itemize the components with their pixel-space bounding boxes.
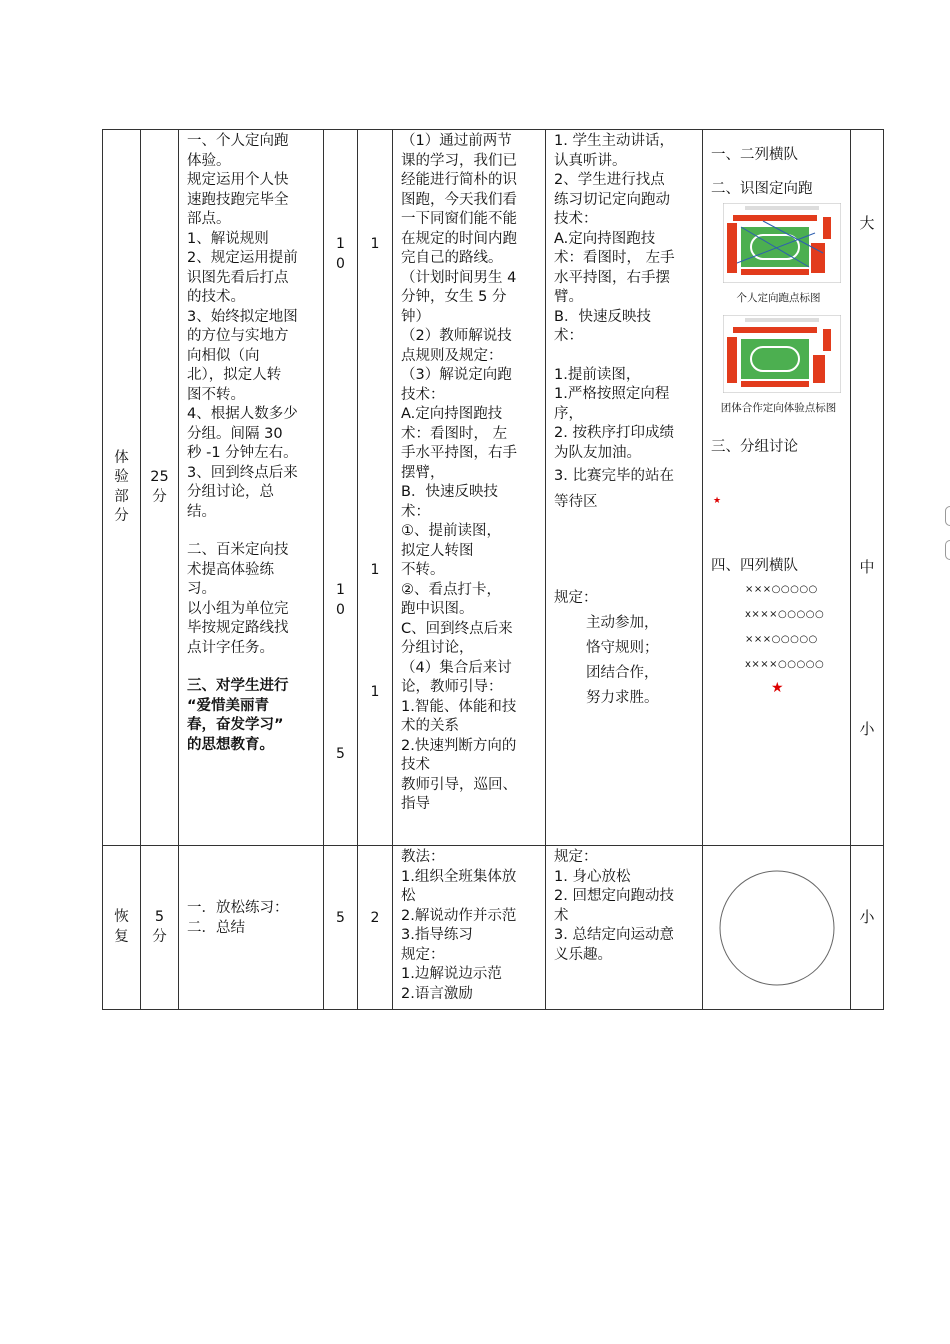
text-line: 部点。 xyxy=(187,211,231,227)
lesson-plan-table xyxy=(102,129,884,1010)
text-line: 不转。 xyxy=(401,562,445,578)
text-line: 速跑技跑完毕全 xyxy=(187,191,289,208)
team-orienteering-map-image xyxy=(723,315,841,393)
text-line: 0 xyxy=(336,602,345,618)
page-edge-mark xyxy=(945,506,950,526)
text-line: 分 xyxy=(152,928,167,945)
text-line: 认真听讲。 xyxy=(554,152,627,169)
text-line: 二．总结 xyxy=(187,919,245,936)
text-line: 1 xyxy=(336,236,345,252)
text-line: 技术 xyxy=(401,757,430,773)
text-line: A.定向持图跑技 xyxy=(401,406,503,422)
text-line: C、回到终点后来 xyxy=(401,620,513,637)
organization-diagram-experience xyxy=(703,130,851,846)
text-line: 指导 xyxy=(401,796,430,812)
text-line: 1 xyxy=(370,684,380,700)
text-line: 5 xyxy=(336,910,345,926)
text-line: 小 xyxy=(859,720,875,738)
text-line: A.定向持图跑技 xyxy=(554,230,656,247)
text-line: 2 xyxy=(370,910,380,926)
text-line: （1）通过前两节 xyxy=(401,133,512,149)
text-line: （4）集合后来讨 xyxy=(401,659,512,676)
text-line: 结。 xyxy=(187,503,216,520)
text-line: 1.严格按照定向程 xyxy=(554,386,670,402)
formation-row: ×××○○○○○ xyxy=(745,633,818,645)
text-line: 复 xyxy=(114,928,129,945)
text-line: “爱惜美丽青 xyxy=(187,697,270,714)
text-line: 的方位与实地方 xyxy=(187,328,289,344)
content-recovery xyxy=(179,846,324,1010)
section-experience xyxy=(103,130,141,846)
text-line: 2.解说动作并示范 xyxy=(401,907,517,924)
text-line: 规定运用个人快 xyxy=(187,172,289,188)
text-line: 毕按规定路线找 xyxy=(187,620,289,636)
text-line: 水平持图，右手摆 xyxy=(554,269,670,286)
text-line: 臂。 xyxy=(554,289,583,305)
teacher-star-icon: ★ xyxy=(771,679,784,696)
text-line: 恢 xyxy=(114,909,129,925)
organization-diagram-recovery xyxy=(703,846,851,1010)
text-line: 经能进行简朴的识 xyxy=(401,172,517,188)
text-line: 1 xyxy=(336,582,345,598)
intensity-recovery xyxy=(851,846,884,1010)
text-line: 1、解说规则 xyxy=(187,230,269,247)
text-line: 一．放松练习： xyxy=(187,900,289,916)
text-line: 术：看图时， 左手 xyxy=(554,250,675,266)
group-column-recovery xyxy=(358,846,393,1010)
text-line: 体验。 xyxy=(187,152,231,169)
row-recovery xyxy=(103,846,884,1010)
text-line: 1.边解说边示范 xyxy=(401,966,502,982)
time-recovery xyxy=(141,846,179,1010)
text-line: 分 xyxy=(114,508,129,524)
text-line: 分 xyxy=(152,488,167,505)
teacher-activity-experience xyxy=(393,130,546,846)
text-line: 术： xyxy=(401,503,430,520)
text-line: （3）解说定向跑 xyxy=(401,367,512,383)
row-experience xyxy=(103,130,884,846)
text-line: 秒 -1 分钟左右。 xyxy=(187,445,298,461)
time-experience xyxy=(141,130,179,846)
text-line: 钟） xyxy=(401,308,430,325)
text-line: 练习切记定向跑动 xyxy=(554,191,670,208)
text-line: 分组讨论，总 xyxy=(187,484,274,500)
text-line: 技术： xyxy=(401,386,445,403)
text-line: 规定： xyxy=(554,849,598,865)
text-line: 春，奋发学习” xyxy=(187,717,284,733)
text-line: 2.语言激励 xyxy=(401,985,473,1002)
text-line: 2.快速判断方向的 xyxy=(401,737,517,754)
text-line: 一、个人定向跑 xyxy=(187,133,289,149)
student-activity-experience xyxy=(546,130,703,846)
formation-two-rows-heading: 一、二列横队 xyxy=(711,147,798,163)
text-line: 课的学习，我们已 xyxy=(401,152,517,169)
text-line: 3.指导练习 xyxy=(401,927,473,943)
text-line: 努力求胜。 xyxy=(586,690,659,706)
text-line: 5 xyxy=(336,746,345,762)
text-line: 术提高体验练 xyxy=(187,561,274,578)
individual-map-caption: 个人定向跑点标图 xyxy=(736,292,821,304)
text-line: 教师引导，巡回、 xyxy=(401,776,517,793)
text-line: 论，教师引导： xyxy=(401,679,503,695)
text-line: 义乐趣。 xyxy=(554,946,612,963)
text-line: 中 xyxy=(859,558,875,576)
text-line: 5 xyxy=(154,909,165,925)
group-discussion-heading: 三、分组讨论 xyxy=(711,439,798,455)
text-line: 1.组织全班集体放 xyxy=(401,868,517,885)
text-line: 规定： xyxy=(554,590,598,606)
text-line: 图跑，今天我们看 xyxy=(401,191,517,208)
intensity-experience xyxy=(851,130,884,846)
text-line: 手水平持图，右手 xyxy=(401,445,517,461)
text-line: 2. 按秩序打印成绩 xyxy=(554,425,674,441)
text-line: 1 xyxy=(370,236,380,252)
text-line: 大 xyxy=(859,214,875,232)
text-line: 的思想教育。 xyxy=(187,736,274,753)
text-line: 拟定人转图 xyxy=(401,542,474,559)
text-line: 术：看图时， 左 xyxy=(401,425,508,442)
count-column-experience xyxy=(324,130,358,846)
text-line: 向相似（向 xyxy=(187,347,260,364)
individual-orienteering-map-image xyxy=(723,203,841,283)
text-line: 术： xyxy=(554,328,583,344)
text-line: 图不转。 xyxy=(187,386,245,403)
text-line: 识图先看后打点 xyxy=(187,269,289,286)
text-line: 1. 身心放松 xyxy=(554,868,631,885)
text-line: 小 xyxy=(859,908,875,926)
text-line: 2、学生进行找点 xyxy=(554,172,665,188)
text-line: 3. 总结定向运动意 xyxy=(554,927,674,943)
text-line: 团结合作， xyxy=(586,665,659,681)
text-line: 主动参加， xyxy=(586,615,659,631)
text-line: 一下同窗们能不能 xyxy=(401,211,517,227)
text-line: 点规则及规定： xyxy=(401,347,503,364)
page-edge-mark xyxy=(945,540,950,560)
text-line: 25 xyxy=(150,469,169,485)
formation-four-rows-heading: 四、四列横队 xyxy=(711,558,798,574)
text-line: 二、百米定向技 xyxy=(187,542,289,558)
text-line: 体 xyxy=(114,449,129,466)
text-line: 教法： xyxy=(401,849,445,865)
text-line: 0 xyxy=(336,256,345,272)
text-line: 1 xyxy=(370,562,380,578)
formation-row: ×××○○○○○ xyxy=(745,583,818,595)
team-map-caption: 团体合作定向体验点标图 xyxy=(720,401,837,414)
text-line: 等待区 xyxy=(554,494,598,510)
text-line: 完自己的路线。 xyxy=(401,250,503,266)
text-line: 1. 学生主动讲话， xyxy=(554,133,674,149)
group-column-experience xyxy=(358,130,393,846)
map-orienteering-heading: 二、识图定向跑 xyxy=(711,180,813,197)
count-column-recovery xyxy=(324,846,358,1010)
teacher-activity-recovery xyxy=(393,846,546,1010)
student-activity-recovery xyxy=(546,846,703,1010)
text-line: 1.提前读图， xyxy=(554,366,641,383)
text-line: 以小组为单位完 xyxy=(187,600,289,617)
text-line: 分钟，女生 5 分 xyxy=(401,289,507,305)
text-line: 部 xyxy=(114,488,129,505)
text-line: 习。 xyxy=(187,581,216,597)
teacher-star-icon: ★ xyxy=(713,495,722,506)
text-line: 3、始终拟定地图 xyxy=(187,308,298,325)
text-line: B．快速反映技 xyxy=(401,484,498,500)
text-line: 3、回到终点后来 xyxy=(187,464,298,481)
text-line: 恪守规则； xyxy=(586,640,659,656)
text-line: 术 xyxy=(554,907,569,924)
text-line: 4、根据人数多少 xyxy=(187,406,298,422)
text-line: 3. 比赛完毕的站在 xyxy=(554,468,674,484)
text-line: 1.智能、体能和技 xyxy=(401,698,517,715)
text-line: 三、对学生进行 xyxy=(187,678,289,694)
text-line: ①、提前读图， xyxy=(401,523,501,539)
text-line: 跑中识图。 xyxy=(401,601,474,617)
text-line: 2、规定运用提前 xyxy=(187,250,298,266)
text-line: 为队友加油。 xyxy=(554,444,641,461)
text-line: 摆臂， xyxy=(401,464,445,481)
text-line: （2）教师解说技 xyxy=(401,328,512,344)
text-line: B．快速反映技 xyxy=(554,308,651,325)
text-line: 松 xyxy=(401,888,416,904)
section-recovery xyxy=(103,846,141,1010)
text-line: 北），拟定人转 xyxy=(187,367,282,383)
relaxation-circle-formation xyxy=(717,868,837,988)
text-line: 2. 回想定向跑动技 xyxy=(554,888,674,904)
text-line: 点计字任务。 xyxy=(187,639,274,656)
text-line: 的技术。 xyxy=(187,289,245,305)
text-line: 术的关系 xyxy=(401,718,459,734)
text-line: 在规定的时间内跑 xyxy=(401,230,517,247)
text-line: 技术： xyxy=(554,211,598,227)
text-line: 分组。间隔 30 xyxy=(187,425,283,442)
text-line: 序， xyxy=(554,405,583,422)
text-line: 分组讨论， xyxy=(401,640,474,656)
formation-row: x×××○○○○○ xyxy=(745,608,825,620)
text-line: （计划时间男生 4 xyxy=(401,269,517,286)
content-experience xyxy=(179,130,324,846)
formation-row: x×××○○○○○ xyxy=(745,658,825,670)
text-line: 验 xyxy=(114,469,129,485)
text-line: ②、看点打卡， xyxy=(401,581,501,598)
text-line: 规定： xyxy=(401,946,445,963)
